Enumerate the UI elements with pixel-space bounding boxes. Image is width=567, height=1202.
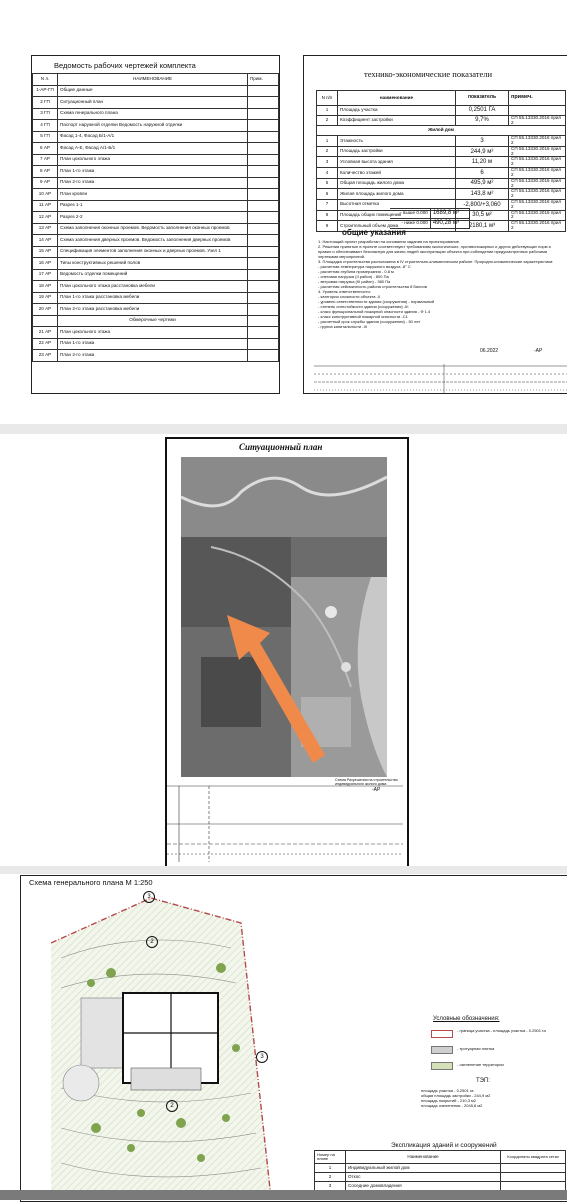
table-row bbox=[317, 106, 566, 116]
section-heading: Жилой дом bbox=[317, 126, 566, 136]
param-value: 9,7% bbox=[456, 115, 509, 126]
param-name: Площадь участка bbox=[338, 106, 456, 116]
sheet-number: 18 АР bbox=[33, 281, 58, 293]
table-row bbox=[33, 281, 279, 293]
th-title: наименование bbox=[338, 91, 456, 106]
sheet-number: 5 ГП bbox=[33, 131, 58, 143]
sheet-note bbox=[248, 108, 279, 120]
param-value: 0,2501 ГА bbox=[456, 106, 509, 116]
param-name: Количество этажей bbox=[338, 168, 456, 179]
expl-num: 3 bbox=[315, 1182, 346, 1191]
sheet-title: План 2-го этажа bbox=[58, 350, 248, 362]
legend-swatch-greenery bbox=[431, 1062, 453, 1070]
sheet-number: 3 ГП bbox=[33, 108, 58, 120]
tep-line: площадь озеленения - 2045,8 м2 bbox=[421, 1103, 483, 1108]
sheet-note bbox=[248, 350, 279, 362]
sheet-title: Схема заполнения оконных проемов. Ведомость заполнения оконных проемов bbox=[58, 223, 248, 235]
tep-list bbox=[421, 1088, 561, 1108]
tep-title: ТЭП: bbox=[476, 1078, 490, 1084]
legend-row-boundary bbox=[431, 1028, 561, 1040]
sheet-note bbox=[248, 85, 279, 97]
general-notes bbox=[318, 239, 558, 329]
table-row bbox=[317, 189, 566, 200]
param-value: 11,20 м bbox=[456, 157, 509, 168]
note-line: - группа капитальности -III bbox=[318, 324, 367, 329]
sheet1-title: Ведомость рабочих чертежей комплекта bbox=[54, 61, 196, 70]
th-sheet-no: N л. bbox=[33, 74, 58, 86]
sheet-number: 21 АР bbox=[33, 327, 58, 339]
table-row bbox=[317, 168, 566, 179]
table-row bbox=[33, 154, 279, 166]
extra-value: 490,28 м³ bbox=[430, 218, 469, 228]
sheet-master-plan bbox=[20, 875, 567, 1202]
param-remark: СП 55.13330.2016 прил 2 bbox=[509, 199, 566, 210]
th-value: показатель bbox=[456, 91, 509, 106]
sheet-note bbox=[248, 315, 279, 327]
table-row bbox=[317, 136, 566, 147]
table-row bbox=[33, 131, 279, 143]
expl-num: 1 bbox=[315, 1164, 346, 1173]
param-remark bbox=[509, 106, 566, 116]
sheet-note bbox=[248, 223, 279, 235]
table-row bbox=[33, 177, 279, 189]
sheet-note bbox=[248, 189, 279, 201]
table-row bbox=[33, 189, 279, 201]
sheet-number: 16 АР bbox=[33, 258, 58, 270]
legend-row-greenery bbox=[431, 1060, 561, 1072]
th-name: НАИМЕНОВАНИЕ bbox=[58, 74, 248, 86]
sheet-title: План цокольного этажа расстановка мебели bbox=[58, 281, 248, 293]
sheet-note bbox=[248, 97, 279, 109]
table-row bbox=[33, 223, 279, 235]
sheet-number: 22 АР bbox=[33, 338, 58, 350]
table-row bbox=[33, 97, 279, 109]
expl-num: 2 bbox=[315, 1173, 346, 1182]
legend-label-greenery: - озеленение территории bbox=[457, 1062, 504, 1067]
sheet-title: Разрез 2-2 bbox=[58, 212, 248, 224]
expl-coord bbox=[501, 1164, 566, 1173]
param-remark: СП 55.13330.2016 прил 2 bbox=[509, 210, 566, 221]
legend-swatch-paving bbox=[431, 1046, 453, 1054]
legend-label-paving: - тротуарная плитка bbox=[457, 1046, 495, 1051]
note-line: 4. Уровень ответственности: bbox=[318, 289, 371, 294]
note-line: - расчетная температура наружного воздуха -8° С bbox=[318, 264, 411, 269]
tep-line: площадь покрытий - 210,3 м2 bbox=[421, 1098, 477, 1103]
sheet-number: 19 АР bbox=[33, 292, 58, 304]
param-value: 6 bbox=[456, 168, 509, 179]
sheet-number: 13 АР bbox=[33, 223, 58, 235]
param-name: Площадь общих помещений bbox=[338, 210, 456, 221]
sheet-title: План 2-го этажа bbox=[58, 177, 248, 189]
row-num: 8 bbox=[317, 210, 338, 221]
param-value: 3 bbox=[456, 136, 509, 147]
legend-swatch-boundary bbox=[431, 1030, 453, 1038]
table-row bbox=[33, 212, 279, 224]
sheet-tep bbox=[303, 55, 567, 394]
marker-3-top: 3 bbox=[143, 891, 155, 903]
sheet-note bbox=[248, 327, 279, 339]
sheet-number: 15 АР bbox=[33, 246, 58, 258]
table-row bbox=[33, 200, 279, 212]
param-name: Коэффициент застройки bbox=[338, 115, 456, 126]
table-row bbox=[317, 146, 566, 157]
sheet-note bbox=[248, 120, 279, 132]
note-line: - расчетная глубина промерзания - 0.8 м bbox=[318, 269, 394, 274]
extra-label: - ниже 0.000 bbox=[390, 218, 430, 228]
table-row bbox=[33, 108, 279, 120]
sheet2-title: технико-экономические показатели bbox=[364, 69, 493, 79]
expl-th-num: Номер на плане bbox=[315, 1151, 346, 1164]
sheet-number: 10 АР bbox=[33, 189, 58, 201]
table-row bbox=[317, 115, 566, 126]
expl-name: Откос bbox=[346, 1173, 501, 1182]
table-row bbox=[390, 218, 470, 228]
expl-title: Экспликация зданий и сооружений bbox=[391, 1142, 497, 1149]
stamp-code-3: -АР bbox=[372, 787, 381, 793]
expl-name: Соседние домовладения bbox=[346, 1182, 501, 1191]
param-remark: СП 55.13330.2016 прил 2 bbox=[509, 178, 566, 189]
sheet-number: 14 АР bbox=[33, 235, 58, 247]
notes-title: общие указания bbox=[342, 228, 406, 237]
param-value: 2180,1 м³ bbox=[456, 221, 509, 232]
legend-title: Условные обозначения: bbox=[433, 1016, 500, 1022]
sheet-title: Типы конструктивных решений полов bbox=[58, 258, 248, 270]
table-row bbox=[317, 178, 566, 189]
table-row bbox=[33, 292, 279, 304]
sheet-note bbox=[248, 258, 279, 270]
table-row bbox=[33, 85, 279, 97]
sheet-note bbox=[248, 246, 279, 258]
note-line: - расчетная сейсмичность района строительства 8 баллов bbox=[318, 284, 427, 289]
table-row bbox=[33, 269, 279, 281]
marker-3-right: 3 bbox=[256, 1051, 268, 1063]
sheet-number: 4 ГП bbox=[33, 120, 58, 132]
sheet-title: План 1-го этажа bbox=[58, 166, 248, 178]
note-line: - степень огнестойкости здания (сооружения) -III bbox=[318, 304, 409, 309]
sheet-note bbox=[248, 304, 279, 316]
row-num: 2 bbox=[317, 146, 338, 157]
legend-row-paving bbox=[431, 1044, 561, 1056]
note-line: - уровень ответственности здания (сооружения) - нормальный bbox=[318, 299, 435, 304]
param-value: 30,5 м² bbox=[456, 210, 509, 221]
sheet-note bbox=[248, 281, 279, 293]
param-value: 143,8 м² bbox=[456, 189, 509, 200]
row-num: 7 bbox=[317, 199, 338, 210]
param-value: 495,9 м² bbox=[456, 178, 509, 189]
expl-name: Индивидуальный жилой дом bbox=[346, 1164, 501, 1173]
th-remark: примеч. bbox=[509, 91, 566, 106]
sheet4-title: Схема генерального плана М 1:250 bbox=[29, 878, 153, 887]
marker-2-bottom: 2 bbox=[166, 1100, 178, 1112]
row-num: 6 bbox=[317, 189, 338, 200]
note-line: - снеговая нагрузка (II район) - 800 Па bbox=[318, 274, 389, 279]
param-name: Площадь застройки bbox=[338, 146, 456, 157]
sheet-note bbox=[248, 200, 279, 212]
sheet-title: План 1-го этажа bbox=[58, 338, 248, 350]
table-row bbox=[33, 143, 279, 155]
sheet-number bbox=[33, 315, 58, 327]
table-row bbox=[33, 304, 279, 316]
sheet-title: Общие данные bbox=[58, 85, 248, 97]
stamp-lines bbox=[314, 364, 567, 394]
param-remark: СП 55.13330.2016 прил 2 bbox=[509, 136, 566, 147]
sheet3-title: Ситуационный план bbox=[239, 442, 323, 452]
note-line: - класс конструктивной пожарной опасности -С1 bbox=[318, 314, 408, 319]
param-remark: СП 55.13330.2016 прил 2 bbox=[509, 168, 566, 179]
sheet-number: 2 ГП bbox=[33, 97, 58, 109]
drawings-table bbox=[32, 73, 279, 362]
marker-2-top: 2 bbox=[146, 936, 158, 948]
tep-line: общая площадь застройки - 244,9 м2 bbox=[421, 1093, 491, 1098]
sheet-title: План 2-го этажа расстановка мебели bbox=[58, 304, 248, 316]
param-name: Условная высота здания bbox=[338, 157, 456, 168]
param-name: Жилая площадь жилого дома bbox=[338, 189, 456, 200]
row-num: 4 bbox=[317, 168, 338, 179]
expl-th-name: Наименование bbox=[346, 1151, 501, 1164]
sheet-number: 17 АР bbox=[33, 269, 58, 281]
sheet-note bbox=[248, 292, 279, 304]
sheet-title: Схема генерального плана bbox=[58, 108, 248, 120]
sheet-title: Обмерочные чертежи bbox=[58, 315, 248, 327]
table-row bbox=[315, 1164, 566, 1173]
stamp-block bbox=[167, 784, 403, 862]
sheet-title: Схема заполнения дверных проемов. Ведомость заполнения дверных проемов bbox=[58, 235, 248, 247]
sheet-situation-plan bbox=[165, 437, 409, 868]
row-num: 1 bbox=[317, 136, 338, 147]
row-num: 3 bbox=[317, 157, 338, 168]
param-remark: СП 55.13330.2016 прил 2 bbox=[509, 189, 566, 200]
sheet-note bbox=[248, 338, 279, 350]
sheet-title: Фасад А-Е, Фасад А/1-Б/1 bbox=[58, 143, 248, 155]
sheet-title: Ведомость отделки помещений bbox=[58, 269, 248, 281]
table-row bbox=[33, 235, 279, 247]
row-num: 1 bbox=[317, 106, 338, 116]
note-line: - класс функциональной пожарной опасности здания - Ф 1.4 bbox=[318, 309, 431, 314]
sheet-number: 12 АР bbox=[33, 212, 58, 224]
note-line: - категория сложности объекта -II bbox=[318, 294, 381, 299]
sheet-title: Ситуационный план bbox=[58, 97, 248, 109]
sheet-number: 8 АР bbox=[33, 166, 58, 178]
table-row bbox=[390, 209, 470, 219]
table-row bbox=[315, 1173, 566, 1182]
table-row bbox=[33, 166, 279, 178]
stamp-date: 06.2022 bbox=[480, 348, 499, 354]
param-name: Строительный объем дома bbox=[338, 221, 456, 232]
situation-caption: Схема Разрешения на строительство индивидуального жилого дома bbox=[335, 778, 398, 786]
sheet-note bbox=[248, 131, 279, 143]
table-row bbox=[33, 350, 279, 362]
param-name: Высотная отметка bbox=[338, 199, 456, 210]
param-name: Этажность bbox=[338, 136, 456, 147]
sheet-note bbox=[248, 177, 279, 189]
table-row bbox=[33, 258, 279, 270]
expl-table bbox=[314, 1150, 566, 1191]
row-num: 9 bbox=[317, 221, 338, 232]
bottom-bar bbox=[0, 1190, 567, 1200]
table-row bbox=[33, 315, 279, 327]
sheet-title: Спецификация элементов заполнения оконных и дверных проемов. Узел 1 bbox=[58, 246, 248, 258]
sheet-number: 11 АР bbox=[33, 200, 58, 212]
table-row bbox=[33, 338, 279, 350]
note-line: 1. Настоящий проект разработан на основании задания на проектирование. bbox=[318, 239, 461, 244]
sheet-title: План кровли bbox=[58, 189, 248, 201]
sheet-number: 7 АР bbox=[33, 154, 58, 166]
sheet-number: 9 АР bbox=[33, 177, 58, 189]
page-separator bbox=[0, 424, 567, 434]
sheet-title: План цокольного этажа bbox=[58, 154, 248, 166]
extra-label: - выше 0.000 bbox=[390, 209, 430, 219]
tep-extra bbox=[390, 208, 470, 229]
param-value: 244,9 м² bbox=[456, 146, 509, 157]
table-row bbox=[33, 120, 279, 132]
north-arrow-icon bbox=[225, 615, 335, 765]
sheet-note bbox=[248, 212, 279, 224]
param-remark: СП 55.13330.2016 прил 2 bbox=[509, 115, 566, 126]
sheet-title: План 1-го этажа расстановка мебели bbox=[58, 292, 248, 304]
expl-coord bbox=[501, 1173, 566, 1182]
sheet-number: 6 АР bbox=[33, 143, 58, 155]
sheet-drawings-list bbox=[31, 55, 280, 394]
sheet-title: План цокольного этажа bbox=[58, 327, 248, 339]
page-separator-2 bbox=[0, 866, 567, 874]
param-name: Общая площадь жилого дома bbox=[338, 178, 456, 189]
param-remark: СП 55.13330.2016 прил 2 bbox=[509, 146, 566, 157]
table-row bbox=[317, 157, 566, 168]
sheet-number: 1-АР-ГП bbox=[33, 85, 58, 97]
note-line: - расчетный срок службы здания (сооружения) - 50 лет bbox=[318, 319, 421, 324]
sheet-note bbox=[248, 154, 279, 166]
table-row bbox=[33, 246, 279, 258]
note-line: 2. Решения принятые в проекте соответствуют требованиям экологических, противопожарных и других действующих норм и правил и обеспечивают безопасную для жизни людей эксплуатацию объекта при соблюдении предусмотренных рабочими чертежами мероприятий. bbox=[318, 244, 551, 259]
stamp-code: -АР bbox=[534, 348, 543, 354]
sheet-note bbox=[248, 269, 279, 281]
sheet-note bbox=[248, 235, 279, 247]
tep-line: площадь участка - 0.2501 га bbox=[421, 1088, 474, 1093]
extra-value: 1689,8 м³ bbox=[430, 209, 469, 219]
sheet-note bbox=[248, 166, 279, 178]
param-value: -2,800/+3,060 bbox=[456, 199, 509, 210]
note-line: 3. Площадка строительства расположена в IV строительно-климатическом районе. Природно-климатические характеристики: bbox=[318, 259, 554, 264]
sheet-title: Паспорт наружной отделки Ведомость наружной отделки bbox=[58, 120, 248, 132]
sheet-number: 20 АР bbox=[33, 304, 58, 316]
sheet-title: Разрез 1-1 bbox=[58, 200, 248, 212]
row-num: 2 bbox=[317, 115, 338, 126]
th-num: N п/п bbox=[317, 91, 338, 106]
note-line: - ветровая нагрузка (III район) - 380 Па bbox=[318, 279, 391, 284]
sheet-number: 23 АР bbox=[33, 350, 58, 362]
sheet-note bbox=[248, 143, 279, 155]
sheet-title: Фасад 1-4, Фасад Б/1-А/1 bbox=[58, 131, 248, 143]
expl-th-coord: Координаты квадрата сетки bbox=[501, 1151, 566, 1164]
param-remark: СП 55.13330.2016 прил 2 bbox=[509, 221, 566, 232]
param-remark: СП 55.13330.2016 прил 2 bbox=[509, 157, 566, 168]
site-plan bbox=[21, 888, 321, 1198]
row-num: 5 bbox=[317, 178, 338, 189]
table-row bbox=[33, 327, 279, 339]
th-note: Прим. bbox=[248, 74, 279, 86]
legend-label-boundary: - граница участка - площадь участка - 0.2501 га bbox=[457, 1028, 546, 1033]
